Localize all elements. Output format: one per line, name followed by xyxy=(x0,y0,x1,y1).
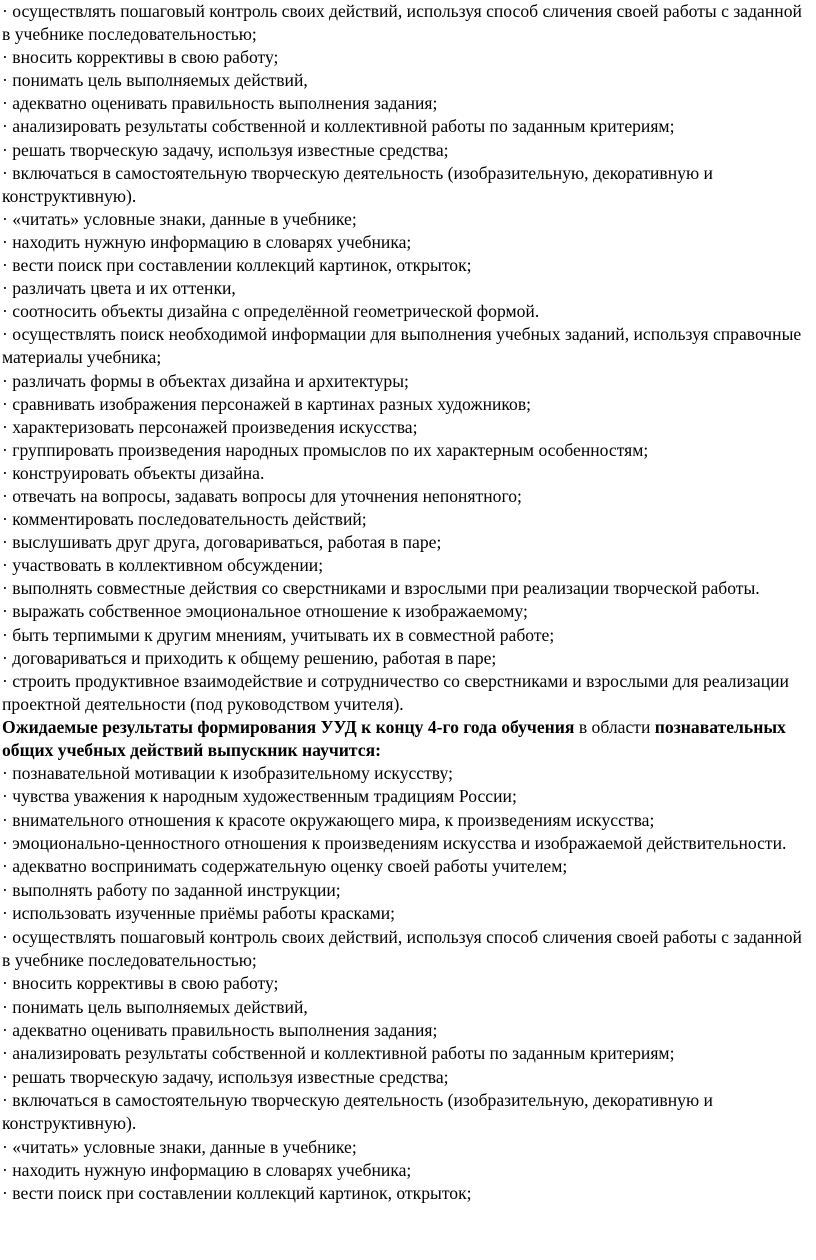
list-item: · комментировать последовательность действий; xyxy=(2,509,367,530)
list-item: · внимательного отношения к красоте окружающего мира, к произведениям искусства; xyxy=(2,809,655,830)
list-item: · находить нужную информацию в словарях учебника; xyxy=(2,231,412,252)
heading-bold-tail: познавательных общих учебных действий выпускник научится: xyxy=(2,716,786,760)
skills-list-top xyxy=(2,0,804,716)
list-item: · решать творческую задачу, используя известные средства; xyxy=(2,1066,449,1087)
list-item: · «читать» условные знаки, данные в учебнике; xyxy=(2,208,357,229)
list-item: · выражать собственное эмоциональное отношение к изображаемому; xyxy=(2,601,528,622)
list-item: · осуществлять пошаговый контроль своих действий, используя способ сличения своей работы с заданной в учебнике последовательностью; xyxy=(2,1,802,45)
list-item: · сравнивать изображения персонажей в картинах разных художников; xyxy=(2,393,532,414)
list-item: · адекватно оценивать правильность выполнения задания; xyxy=(2,1019,438,1040)
list-item: · включаться в самостоятельную творческую деятельность (изобразительную, декоративную и конструктивную). xyxy=(2,1089,713,1134)
list-item: · выполнять работу по заданной инструкции; xyxy=(2,879,341,900)
list-item: · соотносить объекты дизайна с определённой геометрической формой. xyxy=(2,301,540,322)
list-item: · адекватно воспринимать содержательную оценку своей работы учителем; xyxy=(2,856,568,877)
list-item: · анализировать результаты собственной и коллективной работы по заданным критериям; xyxy=(2,1043,675,1064)
list-item: · понимать цель выполняемых действий, xyxy=(2,996,308,1017)
list-item: · «читать» условные знаки, данные в учебнике; xyxy=(2,1136,357,1157)
list-item: · решать творческую задачу, используя известные средства; xyxy=(2,139,449,160)
list-item: · осуществлять пошаговый контроль своих действий, используя способ сличения своей работы с заданной в учебнике последовательностью; xyxy=(2,926,802,970)
list-item: · понимать цель выполняемых действий, xyxy=(2,70,308,91)
list-item: · адекватно оценивать правильность выполнения задания; xyxy=(2,93,438,114)
list-item: · характеризовать персонажей произведения искусства; xyxy=(2,416,418,437)
list-item: · вести поиск при составлении коллекций картинок, открыток; xyxy=(2,1183,472,1204)
list-item: · вести поиск при составлении коллекций картинок, открыток; xyxy=(2,255,472,276)
list-item: · строить продуктивное взаимодействие и сотрудничество со сверстниками и взрослыми для реализации проектной деятельности (под руководством учителя). xyxy=(2,670,789,714)
list-item: · эмоционально-ценностного отношения к произведениям искусства и изображаемой действительности. xyxy=(2,833,787,854)
list-item: · использовать изученные приёмы работы красками; xyxy=(2,903,396,924)
list-item: · договариваться и приходить к общему решению, работая в паре; xyxy=(2,647,497,668)
list-item: · конструировать объекты дизайна. xyxy=(2,462,265,483)
heading-normal-part: в области xyxy=(574,716,655,737)
list-item: · вносить коррективы в свою работу; xyxy=(2,973,279,994)
list-item: · вносить коррективы в свою работу; xyxy=(2,47,279,68)
list-item: · выслушивать друг друга, договариваться, работая в паре; xyxy=(2,532,442,553)
list-item: · группировать произведения народных промыслов по их характерным особенностям; xyxy=(2,439,649,460)
list-item: · познавательной мотивации к изобразительному искусству; xyxy=(2,763,453,784)
section-heading xyxy=(2,716,804,762)
list-item: · быть терпимыми к другим мнениям, учитывать их в совместной работе; xyxy=(2,624,555,645)
list-item: · различать формы в объектах дизайна и архитектуры; xyxy=(2,370,409,391)
list-item: · отвечать на вопросы, задавать вопросы для уточнения непонятного; xyxy=(2,485,522,506)
list-item: · осуществлять поиск необходимой информации для выполнения учебных заданий, используя справочные материалы учебника; xyxy=(2,324,802,368)
list-item: · находить нужную информацию в словарях учебника; xyxy=(2,1159,412,1180)
heading-bold-part: Ожидаемые результаты формирования УУД к концу 4-го года обучения xyxy=(2,716,575,737)
list-item: · анализировать результаты собственной и коллективной работы по заданным критериям; xyxy=(2,116,675,137)
skills-list-bottom xyxy=(2,762,804,1206)
list-item: · выполнять совместные действия со сверстниками и взрослыми при реализации творческой работы. xyxy=(2,578,760,599)
list-item: · включаться в самостоятельную творческую деятельность (изобразительную, декоративную и конструктивную). xyxy=(2,162,713,206)
list-item: · чувства уважения к народным художественным традициям России; xyxy=(2,786,517,807)
list-item: · участвовать в коллективном обсуждении; xyxy=(2,555,324,576)
list-item: · различать цвета и их оттенки, xyxy=(2,278,236,299)
